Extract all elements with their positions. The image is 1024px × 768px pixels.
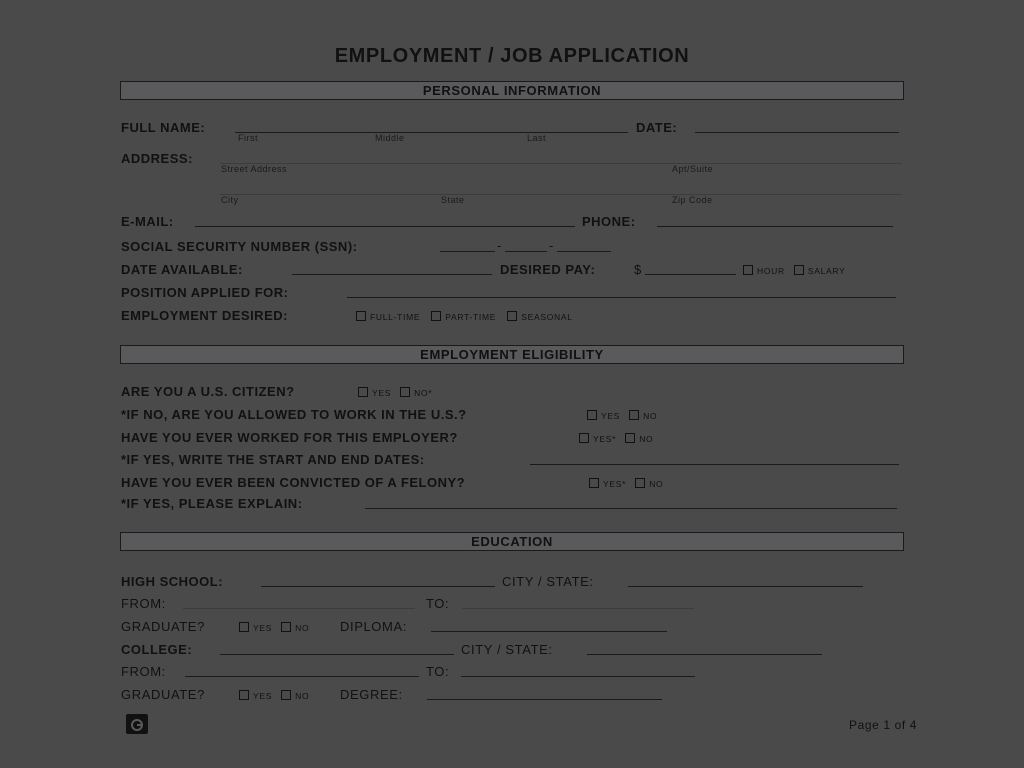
ssn-part-1-field[interactable] — [440, 251, 495, 252]
ssn-part-3-field[interactable] — [557, 251, 611, 252]
dollar-sign: $ — [634, 262, 642, 277]
date-available-label: DATE AVAILABLE: — [121, 262, 243, 277]
employment-desired-label: EMPLOYMENT DESIRED: — [121, 308, 288, 323]
desired-pay-label: DESIRED PAY: — [500, 262, 596, 277]
degree-field[interactable] — [427, 699, 662, 700]
hs-graduate-yes-option[interactable] — [239, 622, 272, 633]
middle-name-caption: Middle — [375, 133, 405, 143]
felony-yes-option[interactable] — [589, 478, 626, 489]
hs-to-label: TO: — [426, 596, 450, 611]
salary-label: SALARY — [807, 266, 846, 276]
hs-from-field[interactable] — [183, 608, 415, 609]
apt-caption: Apt/Suite — [672, 164, 714, 174]
email-label: E-MAIL: — [121, 214, 174, 229]
position-label: POSITION APPLIED FOR: — [121, 285, 289, 300]
citizen-yes-option[interactable] — [358, 387, 391, 398]
college-from-field[interactable] — [185, 676, 419, 677]
high-school-field[interactable] — [261, 586, 495, 587]
checkbox-felony-yes[interactable] — [589, 478, 599, 488]
college-from-label: FROM: — [121, 664, 166, 679]
checkbox-citizen-no[interactable] — [400, 387, 410, 397]
section-header-education: EDUCATION — [120, 532, 904, 551]
college-to-label: TO: — [426, 664, 450, 679]
college-city-state-label: CITY / STATE: — [461, 642, 553, 657]
college-city-state-field[interactable] — [587, 654, 822, 655]
felony-no-label: NO — [649, 479, 664, 489]
date-label: DATE: — [636, 120, 678, 135]
citizen-no-label: NO* — [414, 388, 433, 398]
hour-label: HOUR — [757, 266, 785, 276]
date-field[interactable] — [695, 132, 899, 133]
hs-yes-label: YES — [253, 623, 273, 633]
pay-hour-option[interactable] — [743, 265, 785, 276]
felony-yes-label: YES* — [603, 479, 627, 489]
worked-before-yes-label: YES* — [593, 434, 617, 444]
citizen-yes-label: YES — [372, 388, 392, 398]
document-logo-icon — [126, 714, 148, 734]
worked-before-yes-option[interactable] — [579, 433, 616, 444]
college-graduate-yes-option[interactable] — [239, 690, 272, 701]
felony-explain-question: *IF YES, PLEASE EXPLAIN: — [121, 496, 303, 511]
checkbox-full-time[interactable] — [356, 311, 366, 321]
full-time-label: FULL-TIME — [370, 312, 421, 322]
address-label: ADDRESS: — [121, 151, 193, 166]
checkbox-seasonal[interactable] — [507, 311, 517, 321]
zip-caption: Zip Code — [672, 195, 713, 205]
form-title: EMPLOYMENT / JOB APPLICATION — [334, 45, 690, 67]
date-available-field[interactable] — [292, 274, 492, 275]
worked-before-question: HAVE YOU EVER WORKED FOR THIS EMPLOYER? — [121, 430, 458, 445]
start-end-dates-field[interactable] — [530, 464, 899, 465]
full-time-option[interactable] — [356, 311, 420, 322]
work-allowed-yes-option[interactable] — [587, 410, 620, 421]
checkbox-worked-before-no[interactable] — [625, 433, 635, 443]
page-number: Page 1 of 4 — [849, 718, 917, 732]
city-state-zip-field[interactable] — [220, 194, 902, 195]
hs-graduate-no-option[interactable] — [281, 622, 309, 633]
college-no-label: NO — [295, 691, 310, 701]
section-header-personal: PERSONAL INFORMATION — [120, 81, 904, 100]
college-graduate-no-option[interactable] — [281, 690, 309, 701]
college-field[interactable] — [220, 654, 454, 655]
work-allowed-no-label: NO — [643, 411, 658, 421]
college-graduate-label: GRADUATE? — [121, 687, 205, 702]
first-name-caption: First — [238, 133, 258, 143]
full-name-field[interactable] — [235, 132, 628, 133]
email-field[interactable] — [195, 226, 575, 227]
work-allowed-yes-label: YES — [601, 411, 621, 421]
checkbox-hs-graduate-no[interactable] — [281, 622, 291, 632]
pay-salary-option[interactable] — [794, 265, 846, 276]
citizen-question: ARE YOU A U.S. CITIZEN? — [121, 384, 295, 399]
hs-to-field[interactable] — [462, 608, 694, 609]
hs-no-label: NO — [295, 623, 310, 633]
ssn-label: SOCIAL SECURITY NUMBER (SSN): — [121, 239, 358, 254]
hs-city-state-label: CITY / STATE: — [502, 574, 594, 589]
diploma-label: DIPLOMA: — [340, 619, 407, 634]
work-allowed-no-option[interactable] — [629, 410, 657, 421]
checkbox-work-allowed-yes[interactable] — [587, 410, 597, 420]
seasonal-label: SEASONAL — [521, 312, 573, 322]
college-to-field[interactable] — [461, 676, 695, 677]
position-field[interactable] — [347, 297, 896, 298]
checkbox-work-allowed-no[interactable] — [629, 410, 639, 420]
street-caption: Street Address — [221, 164, 288, 174]
city-caption: City — [221, 195, 239, 205]
checkbox-felony-no[interactable] — [635, 478, 645, 488]
ssn-part-2-field[interactable] — [505, 251, 547, 252]
felony-explain-field[interactable] — [365, 508, 897, 509]
felony-question: HAVE YOU EVER BEEN CONVICTED OF A FELONY? — [121, 475, 466, 490]
state-caption: State — [441, 195, 465, 205]
checkbox-college-graduate-no[interactable] — [281, 690, 291, 700]
seasonal-option[interactable] — [507, 311, 572, 322]
ssn-separator-2: - — [549, 238, 554, 253]
college-label: COLLEGE: — [121, 642, 193, 657]
hs-city-state-field[interactable] — [628, 586, 863, 587]
worked-before-no-option[interactable] — [625, 433, 653, 444]
checkbox-part-time[interactable] — [431, 311, 441, 321]
work-allowed-question: *IF NO, ARE YOU ALLOWED TO WORK IN THE U.S.? — [121, 407, 467, 422]
checkbox-salary[interactable] — [794, 265, 804, 275]
ssn-separator-1: - — [497, 238, 502, 253]
phone-label: PHONE: — [582, 214, 636, 229]
felony-no-option[interactable] — [635, 478, 663, 489]
college-yes-label: YES — [253, 691, 273, 701]
desired-pay-field[interactable] — [645, 274, 736, 275]
last-name-caption: Last — [527, 133, 547, 143]
diploma-field[interactable] — [431, 631, 667, 632]
worked-before-no-label: NO — [639, 434, 654, 444]
phone-field[interactable] — [657, 226, 893, 227]
checkbox-worked-before-yes[interactable] — [579, 433, 589, 443]
high-school-label: HIGH SCHOOL: — [121, 574, 224, 589]
checkbox-hs-graduate-yes[interactable] — [239, 622, 249, 632]
degree-label: DEGREE: — [340, 687, 403, 702]
part-time-label: PART-TIME — [445, 312, 497, 322]
checkbox-hour[interactable] — [743, 265, 753, 275]
part-time-option[interactable] — [431, 311, 496, 322]
section-header-eligibility: EMPLOYMENT ELIGIBILITY — [120, 345, 904, 364]
checkbox-citizen-yes[interactable] — [358, 387, 368, 397]
street-address-field[interactable] — [220, 163, 902, 164]
hs-graduate-label: GRADUATE? — [121, 619, 205, 634]
hs-from-label: FROM: — [121, 596, 166, 611]
checkbox-college-graduate-yes[interactable] — [239, 690, 249, 700]
start-end-dates-question: *IF YES, WRITE THE START AND END DATES: — [121, 452, 425, 467]
citizen-no-option[interactable] — [400, 387, 432, 398]
full-name-label: FULL NAME: — [121, 120, 206, 135]
